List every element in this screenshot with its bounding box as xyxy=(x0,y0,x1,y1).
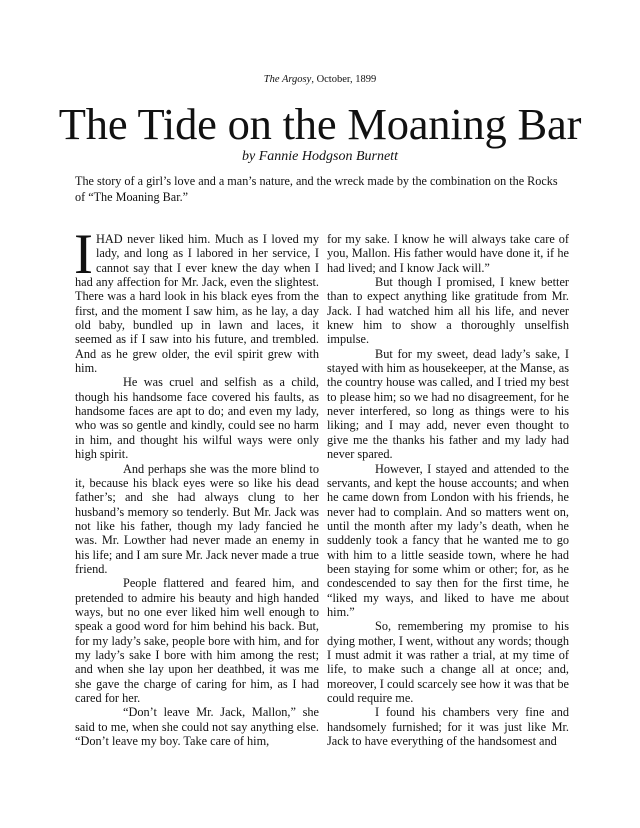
paragraph: And perhaps she was the more blind to it, because his black eyes were so like his dead father’s; and she had always clung to her husband’s memory so tenderly. But Mr. Jack was not like his father, though my lady fancied he was. Mr. Lowther had never made an enemy in his life; and I am sure Mr. Jack never made a true friend. xyxy=(75,461,319,576)
source-date: , October, 1899 xyxy=(311,74,377,85)
paragraph-continued: for my sake. I know he will always take care of you, Mallon. His father would have done it, if he had lived; and I know Jack will.” xyxy=(327,232,569,275)
paragraph xyxy=(74,223,319,376)
paragraph: But though I promised, I knew better than to expect anything like gratitude from Mr. Jack. I had watched him all his life, and never knew him to show a thoroughly unselfish impulse. xyxy=(327,275,569,347)
source-publication: The Argosy xyxy=(263,74,312,85)
paragraph: However, I stayed and attended to the servants, and kept the house accounts; and when he came down from London with his friends, he never had to complain. And so matters went on, until the month after my lady’s death, when he suddenly took a fancy that he wanted me to go with him to a little seaside town, where he had been staying for some whim or other; for, as he condescended to say then for the first time, he “liked my ways, and liked to have me about him.” xyxy=(327,461,569,619)
paragraph: But for my sweet, dead lady’s sake, I stayed with him as housekeeper, at the Manse, as the country house was called, and I tried my best to please him; so we had no disagreement, for he never interfered, so long as things were to his liking; and I may add, never even thought to give me the thanks his father and my lady had never spared. xyxy=(327,346,569,462)
paragraph: “Don’t leave Mr. Jack, Mallon,” she said to me, when she could not say anything else. “Don’t leave my boy. Take care of him, xyxy=(75,705,319,749)
paragraph: I found his chambers very fine and handsomely furnished; for it was just like Mr. Jack to have everything of the handsomest and xyxy=(327,705,569,749)
byline: by Fannie Hodgson Burnett xyxy=(242,149,398,164)
paragraph: So, remembering my promise to his dying mother, I went, without any words; though I must admit it was rather a trial, at my time of life, to make such a change all at once; and, moreover, I could scarcely see how it was that be could require me. xyxy=(327,619,569,705)
right-column xyxy=(327,232,569,748)
story-title: The Tide on the Moaning Bar xyxy=(58,99,582,149)
drop-cap: I xyxy=(74,223,93,286)
left-column xyxy=(74,223,319,749)
paragraph-text: HAD never liked him. Much as I loved my lady, and long as I labored in her service, I cannot say that I ever knew the day when I had any affection for Mr. Jack, even the slightest. There was a hard look in his black eyes from the first, and the moment I saw him, as he lay, a day old baby, bundled up in lawn and laces, it seemed as if I saw into his future, and trembled. And as he grew older, the evil spirit grew with him. xyxy=(75,232,319,376)
story-blurb: The story of a girl’s love and a man’s nature, and the wreck made by the combination on the Rocks of “The Moaning Bar.” xyxy=(75,174,558,204)
paragraph: He was cruel and selfish as a child, though his handsome face covered his faults, as handsome faces are apt to do; and even my lady, who was so gentle and kindly, could see no harm in him, and thought his wilful ways were only high spirit. xyxy=(75,375,319,462)
paragraph: People flattered and feared him, and pretended to admire his beauty and high handed ways, but no one ever liked him well enough to speak a good word for him behind his back. But, for my lady’s sake, people bore with him, and for my lady’s sake I bore with him among the rest; and when she lay upon her deathbed, it was me she gave the charge of caring for him, as I had cared for her. xyxy=(75,576,319,705)
source-line xyxy=(0,74,640,85)
